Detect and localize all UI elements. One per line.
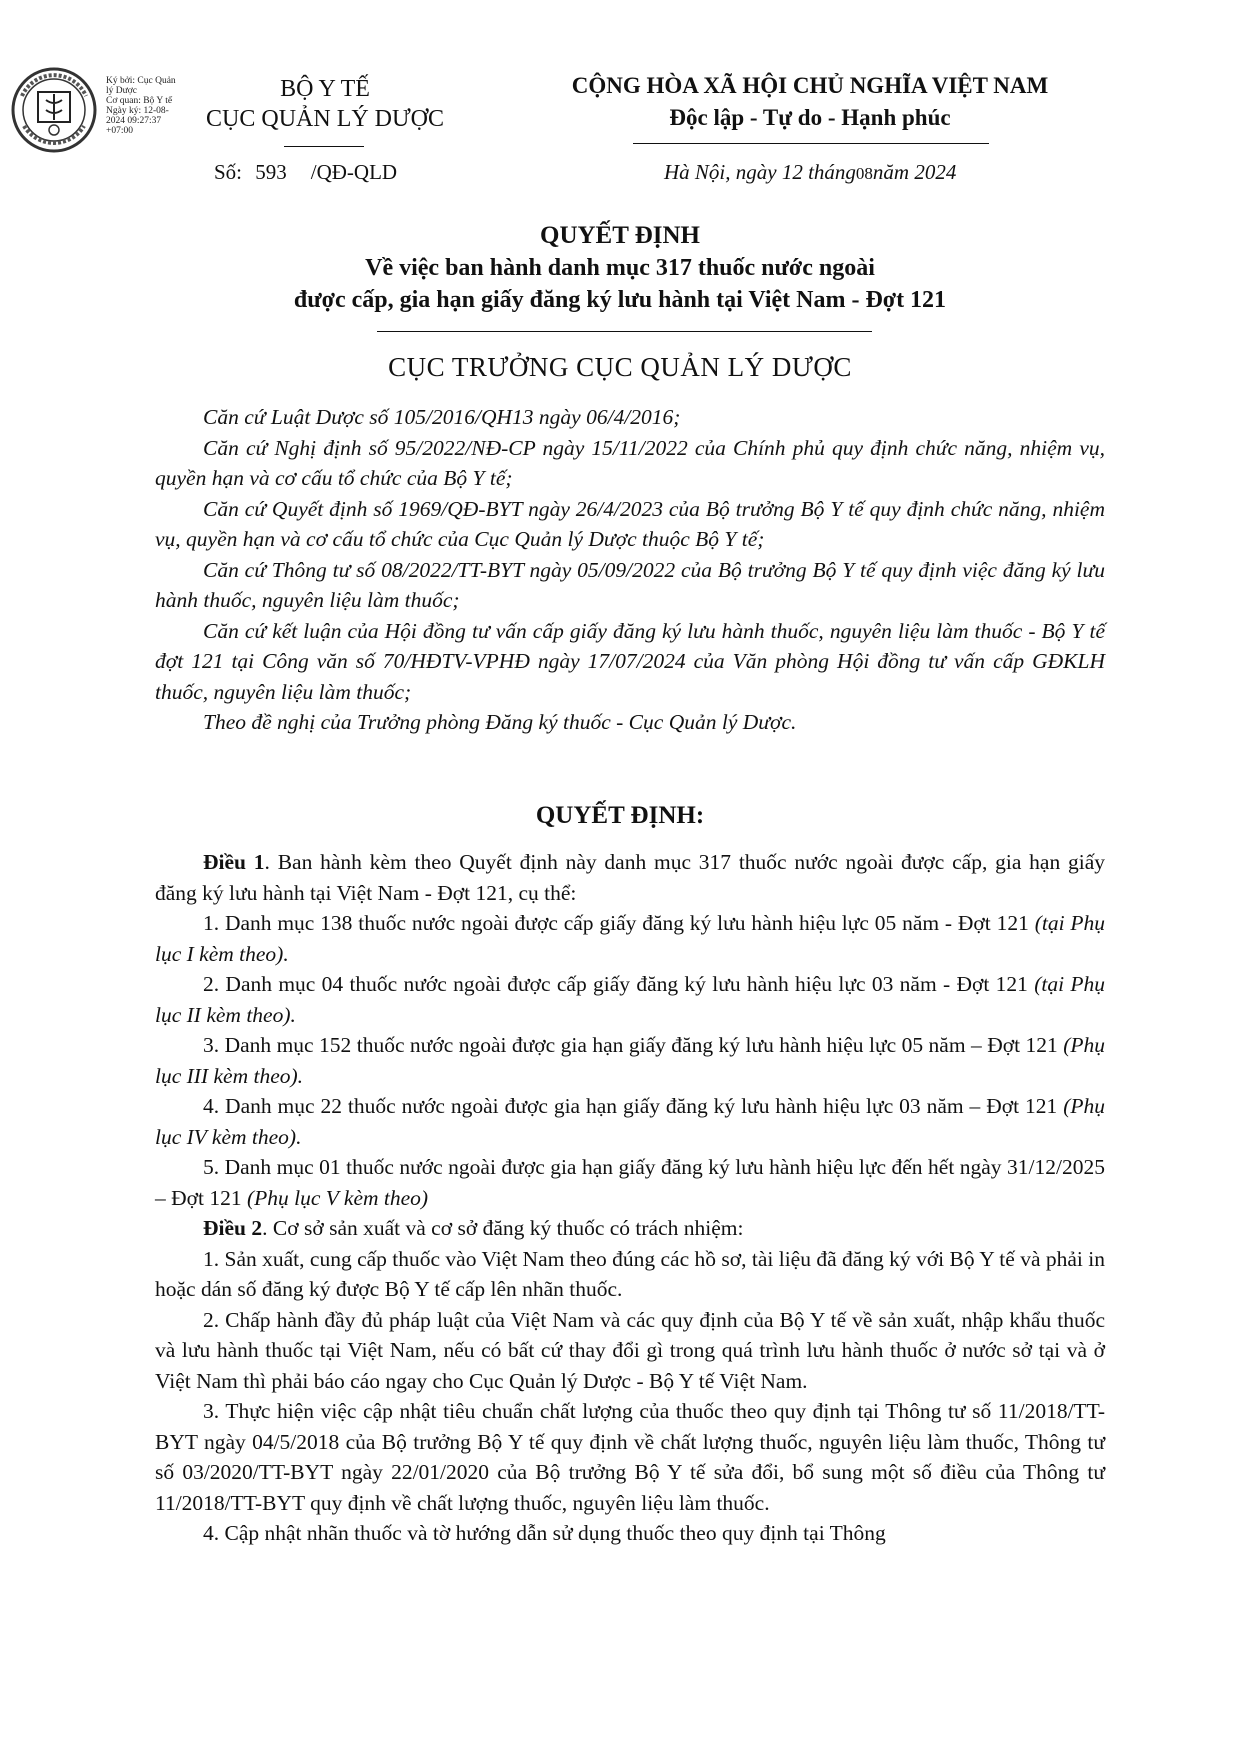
signature-line: 2024 09:27:37 — [106, 116, 162, 126]
article-2 — [155, 1213, 1105, 1244]
title-line-2: được cấp, gia hạn giấy đăng ký lưu hành tại Việt Nam - Đợt 121 — [293, 287, 947, 313]
article-1-item — [155, 1091, 1105, 1152]
document-date — [664, 160, 956, 185]
item-text: 2. Danh mục 04 thuốc nước ngoài được cấp giấy đăng ký lưu hành hiệu lực 03 năm - Đợt 121 — [203, 972, 1035, 996]
article-2-text: . Cơ sở sản xuất và cơ sở đăng ký thuốc có trách nhiệm: — [262, 1216, 744, 1240]
date-text: Hà Nội, ngày 12 tháng — [664, 160, 856, 184]
ministry-name: BỘ Y TẾ — [280, 76, 370, 102]
article-2-item: 4. Cập nhật nhãn thuốc và tờ hướng dẫn sử dụng thuốc theo quy định tại Thông — [203, 1521, 886, 1545]
item-note: (Phụ lục V kèm theo) — [247, 1185, 429, 1210]
number-suffix: /QĐ-QLD — [310, 160, 398, 184]
item-text: 1. Danh mục 138 thuốc nước ngoài được cấp giấy đăng ký lưu hành hiệu lực 05 năm - Đợt 121 — [203, 911, 1035, 935]
article-1-item — [155, 1030, 1105, 1091]
item-note: (Phụ lục IV kèm theo). — [155, 1094, 1105, 1149]
article-2-item: 2. Chấp hành đầy đủ pháp luật của Việt Nam và các quy định của Bộ Y tế về sản xuất, nhập khẩu thuốc và lưu hành thuốc tại Việt Nam, nếu có bất cứ thay đổi gì trong quá trình lưu hành thuốc ở nước sở tại và ở Việt Nam thì phải báo cáo ngay cho Cục Quản lý Dược - Bộ Y tế Việt Nam. — [155, 1307, 1105, 1393]
legal-basis: Căn cứ Thông tư số 08/2022/TT-BYT ngày 05/09/2022 của Bộ trưởng Bộ Y tế quy định việc đăng ký lưu hành thuốc, nguyên liệu làm thuốc; — [155, 557, 1105, 612]
signature-line: lý Dược — [106, 86, 138, 96]
item-note: (tại Phụ lục II kèm theo). — [155, 972, 1105, 1027]
title-divider — [377, 331, 872, 332]
title-heading: QUYẾT ĐỊNH — [540, 222, 700, 249]
article-2-item: 1. Sản xuất, cung cấp thuốc vào Việt Nam theo đúng các hồ sơ, tài liệu đã đăng ký với Bộ Y tế và phải in hoặc dán số đăng ký được Bộ Y tế cấp lên nhãn thuốc. — [155, 1246, 1105, 1301]
date-month: 08 — [855, 164, 873, 183]
item-text: 5. Danh mục 01 thuốc nước ngoài được gia hạn giấy đăng ký lưu hành hiệu lực đến hết ngày 31/12/2025 – Đợt 121 — [155, 1155, 1105, 1210]
legal-basis: Theo đề nghị của Trưởng phòng Đăng ký thuốc - Cục Quản lý Dược. — [203, 710, 797, 734]
document-number — [214, 160, 397, 185]
number-value: 593 — [255, 160, 287, 184]
decision-heading: QUYẾT ĐỊNH: — [535, 802, 705, 829]
signature-line: Ngày ký: 12-08- — [106, 106, 169, 116]
date-text-end: năm 2024 — [872, 160, 957, 184]
number-prefix: Số: — [214, 160, 243, 184]
agency-divider — [284, 146, 364, 147]
article-2-label: Điều 2 — [203, 1216, 263, 1240]
national-motto: Độc lập - Tự do - Hạnh phúc — [669, 105, 951, 130]
country-name: CỘNG HÒA XÃ HỘI CHỦ NGHĨA VIỆT NAM — [571, 73, 1049, 98]
motto-divider — [633, 143, 989, 144]
legal-basis: Căn cứ Luật Dược số 105/2016/QH13 ngày 06/4/2016; — [203, 405, 681, 429]
article-1-text: . Ban hành kèm theo Quyết định này danh mục 317 thuốc nước ngoài được cấp, gia hạn giấy đăng ký lưu hành tại Việt Nam - Đợt 121, cụ thể: — [155, 850, 1105, 905]
agency-name: CỤC QUẢN LÝ DƯỢC — [206, 106, 444, 132]
legal-basis: Căn cứ kết luận của Hội đồng tư vấn cấp giấy đăng ký lưu hành thuốc, nguyên liệu làm thuốc - Bộ Y tế đợt 121 tại Công văn số 70/HĐTV-VPHĐ ngày 17/07/2024 của Văn phòng Hội đồng tư vấn cấp GĐKLH thuốc, nguyên liệu làm thuốc; — [155, 618, 1105, 704]
legal-bases — [155, 402, 1105, 738]
article-1-label: Điều 1 — [203, 850, 265, 874]
issuing-authority: CỤC TRƯỞNG CỤC QUẢN LÝ DƯỢC — [388, 352, 852, 382]
national-header — [530, 70, 1090, 134]
document-title — [150, 220, 1090, 316]
signature-line: Cơ quan: Bộ Y tế — [106, 96, 173, 106]
signature-line: +07:00 — [106, 126, 133, 136]
article-1 — [155, 847, 1105, 908]
agency-seal-icon — [10, 66, 98, 154]
article-2-item: 3. Thực hiện việc cập nhật tiêu chuẩn chất lượng của thuốc theo quy định tại Thông tư số 11/2018/TT-BYT ngày 04/5/2018 của Bộ trưởng Bộ Y tế quy định về chất lượng thuốc, nguyên liệu làm thuốc, Thông tư số 03/2020/TT-BYT ngày 22/01/2020 của Bộ trưởng Bộ Y tế sửa đổi, bổ sung một số điều của Thông tư 11/2018/TT-BYT quy định về chất lượng thuốc, nguyên liệu làm thuốc. — [155, 1399, 1105, 1515]
article-1-item — [155, 1152, 1105, 1213]
legal-basis: Căn cứ Nghị định số 95/2022/NĐ-CP ngày 15/11/2022 của Chính phủ quy định chức năng, nhiệm vụ, quyền hạn và cơ cấu tổ chức của Bộ Y tế; — [155, 435, 1105, 490]
title-line-1: Về việc ban hành danh mục 317 thuốc nước ngoài — [365, 255, 875, 281]
article-1-item — [155, 969, 1105, 1030]
item-text: 3. Danh mục 152 thuốc nước ngoài được gia hạn giấy đăng ký lưu hành hiệu lực 05 năm – Đợt 121 — [203, 1033, 1064, 1057]
legal-basis: Căn cứ Quyết định số 1969/QĐ-BYT ngày 26/4/2023 của Bộ trưởng Bộ Y tế quy định chức năng, nhiệm vụ, quyền hạn và cơ cấu tổ chức của Cục Quản lý Dược thuộc Bộ Y tế; — [155, 496, 1105, 551]
signature-line: Ký bởi: Cục Quản — [106, 76, 176, 86]
article-1-item — [155, 908, 1105, 969]
issuing-agency — [180, 74, 470, 134]
articles — [155, 847, 1105, 1549]
item-text: 4. Danh mục 22 thuốc nước ngoài được gia hạn giấy đăng ký lưu hành hiệu lực 03 năm – Đợt 121 — [203, 1094, 1064, 1118]
item-note: (Phụ lục III kèm theo). — [155, 1033, 1105, 1088]
item-note: (tại Phụ lục I kèm theo). — [155, 911, 1105, 966]
